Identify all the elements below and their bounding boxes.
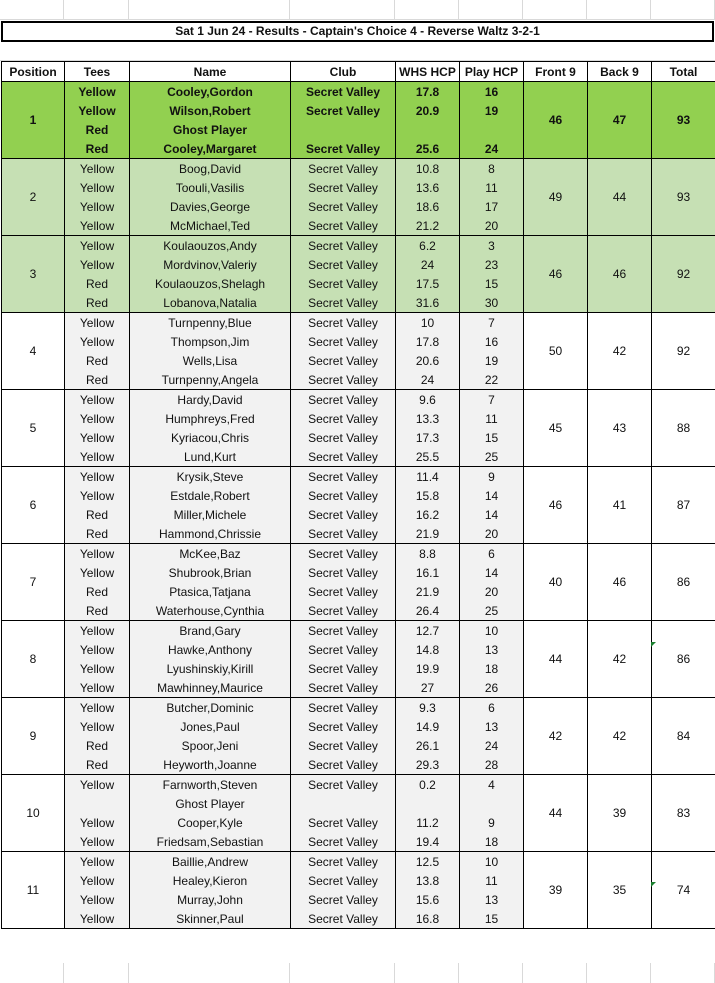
position-cell: 7	[2, 544, 65, 621]
name-cell: Brand,Gary	[130, 621, 291, 641]
name-cell: Murray,John	[130, 890, 291, 909]
play-cell	[460, 120, 524, 139]
back-score-cell: 41	[588, 467, 652, 544]
tees-cell: Yellow	[65, 678, 130, 698]
front-score-cell: 44	[524, 621, 588, 698]
club-cell: Secret Valley	[291, 524, 396, 544]
play-cell: 16	[460, 82, 524, 102]
tees-cell: Red	[65, 370, 130, 390]
tees-cell	[65, 794, 130, 813]
play-cell: 14	[460, 563, 524, 582]
club-cell: Secret Valley	[291, 852, 396, 872]
club-cell: Secret Valley	[291, 582, 396, 601]
whs-cell: 29.3	[396, 755, 460, 775]
name-cell: Skinner,Paul	[130, 909, 291, 929]
name-cell: Jones,Paul	[130, 717, 291, 736]
play-cell: 14	[460, 505, 524, 524]
whs-cell: 19.9	[396, 659, 460, 678]
position-cell: 9	[2, 698, 65, 775]
spreadsheet-grid-top	[0, 0, 715, 20]
whs-cell: 31.6	[396, 293, 460, 313]
tees-cell: Yellow	[65, 890, 130, 909]
club-cell: Secret Valley	[291, 890, 396, 909]
tees-cell: Yellow	[65, 621, 130, 641]
club-cell: Secret Valley	[291, 447, 396, 467]
club-cell	[291, 120, 396, 139]
whs-cell: 9.3	[396, 698, 460, 718]
name-cell: Cooley,Margaret	[130, 139, 291, 159]
name-cell: Turnpenny,Angela	[130, 370, 291, 390]
club-cell: Secret Valley	[291, 139, 396, 159]
club-cell: Secret Valley	[291, 216, 396, 236]
tees-cell: Yellow	[65, 544, 130, 564]
play-cell: 20	[460, 216, 524, 236]
tees-cell: Yellow	[65, 178, 130, 197]
club-cell: Secret Valley	[291, 351, 396, 370]
club-cell: Secret Valley	[291, 678, 396, 698]
play-cell: 20	[460, 524, 524, 544]
tees-cell: Yellow	[65, 332, 130, 351]
whs-cell: 13.6	[396, 178, 460, 197]
name-cell: Koulaouzos,Andy	[130, 236, 291, 256]
tees-cell: Yellow	[65, 197, 130, 216]
whs-cell: 27	[396, 678, 460, 698]
club-cell: Secret Valley	[291, 505, 396, 524]
whs-cell: 25.6	[396, 139, 460, 159]
club-cell: Secret Valley	[291, 601, 396, 621]
club-cell: Secret Valley	[291, 717, 396, 736]
position-cell: 4	[2, 313, 65, 390]
play-cell: 26	[460, 678, 524, 698]
back-score-cell: 42	[588, 621, 652, 698]
table-row	[2, 544, 715, 564]
club-cell: Secret Valley	[291, 370, 396, 390]
table-row	[2, 390, 715, 410]
play-cell: 9	[460, 467, 524, 487]
header-back-9: Back 9	[588, 62, 652, 82]
front-score-cell: 45	[524, 390, 588, 467]
name-cell: Ghost Player	[130, 794, 291, 813]
whs-cell: 21.9	[396, 524, 460, 544]
table-row	[2, 82, 715, 102]
back-score-cell: 44	[588, 159, 652, 236]
tees-cell: Yellow	[65, 659, 130, 678]
whs-cell: 14.9	[396, 717, 460, 736]
tees-cell: Yellow	[65, 717, 130, 736]
tees-cell: Yellow	[65, 447, 130, 467]
comment-marker-icon	[651, 642, 656, 647]
whs-cell: 21.9	[396, 582, 460, 601]
table-row	[2, 159, 715, 179]
table-row	[2, 236, 715, 256]
whs-cell: 21.2	[396, 216, 460, 236]
play-cell: 9	[460, 813, 524, 832]
whs-cell: 24	[396, 255, 460, 274]
tees-cell: Yellow	[65, 486, 130, 505]
play-cell: 10	[460, 852, 524, 872]
club-cell: Secret Valley	[291, 293, 396, 313]
play-cell: 28	[460, 755, 524, 775]
position-cell: 2	[2, 159, 65, 236]
tees-cell: Yellow	[65, 428, 130, 447]
club-cell: Secret Valley	[291, 698, 396, 718]
tees-cell: Red	[65, 505, 130, 524]
name-cell: Friedsam,Sebastian	[130, 832, 291, 852]
name-cell: Heyworth,Joanne	[130, 755, 291, 775]
club-cell: Secret Valley	[291, 832, 396, 852]
name-cell: McKee,Baz	[130, 544, 291, 564]
header-row	[2, 62, 715, 82]
whs-cell: 8.8	[396, 544, 460, 564]
tees-cell: Red	[65, 274, 130, 293]
whs-cell: 17.3	[396, 428, 460, 447]
club-cell: Secret Valley	[291, 563, 396, 582]
name-cell: Boog,David	[130, 159, 291, 179]
name-cell: Lund,Kurt	[130, 447, 291, 467]
club-cell: Secret Valley	[291, 909, 396, 929]
tees-cell: Yellow	[65, 255, 130, 274]
play-cell: 6	[460, 698, 524, 718]
header-club: Club	[291, 62, 396, 82]
total-score-cell: 92	[652, 236, 715, 313]
play-cell: 15	[460, 909, 524, 929]
club-cell: Secret Valley	[291, 428, 396, 447]
tees-cell: Yellow	[65, 640, 130, 659]
whs-cell: 10	[396, 313, 460, 333]
whs-cell: 16.1	[396, 563, 460, 582]
club-cell: Secret Valley	[291, 255, 396, 274]
tees-cell: Yellow	[65, 832, 130, 852]
name-cell: Miller,Michele	[130, 505, 291, 524]
tees-cell: Red	[65, 293, 130, 313]
tees-cell: Yellow	[65, 909, 130, 929]
whs-cell: 26.1	[396, 736, 460, 755]
club-cell: Secret Valley	[291, 313, 396, 333]
table-row	[2, 467, 715, 487]
front-score-cell: 50	[524, 313, 588, 390]
tees-cell: Yellow	[65, 871, 130, 890]
total-score-cell: 86	[652, 544, 715, 621]
name-cell: Cooper,Kyle	[130, 813, 291, 832]
spacer-row	[0, 42, 715, 61]
club-cell: Secret Valley	[291, 659, 396, 678]
tees-cell: Yellow	[65, 82, 130, 102]
tees-cell: Yellow	[65, 390, 130, 410]
name-cell: Spoor,Jeni	[130, 736, 291, 755]
club-cell: Secret Valley	[291, 544, 396, 564]
total-score-cell: 86	[652, 621, 715, 698]
name-cell: Turnpenny,Blue	[130, 313, 291, 333]
whs-cell: 20.6	[396, 351, 460, 370]
play-cell: 18	[460, 832, 524, 852]
whs-cell: 17.8	[396, 332, 460, 351]
club-cell: Secret Valley	[291, 755, 396, 775]
tees-cell: Red	[65, 351, 130, 370]
whs-cell	[396, 794, 460, 813]
whs-cell: 12.5	[396, 852, 460, 872]
club-cell: Secret Valley	[291, 101, 396, 120]
front-score-cell: 40	[524, 544, 588, 621]
play-cell: 6	[460, 544, 524, 564]
tees-cell: Red	[65, 601, 130, 621]
total-score-cell: 88	[652, 390, 715, 467]
tees-cell: Yellow	[65, 216, 130, 236]
tees-cell: Yellow	[65, 409, 130, 428]
club-cell: Secret Valley	[291, 813, 396, 832]
name-cell: Mawhinney,Maurice	[130, 678, 291, 698]
whs-cell: 15.6	[396, 890, 460, 909]
club-cell: Secret Valley	[291, 621, 396, 641]
club-cell: Secret Valley	[291, 640, 396, 659]
table-row	[2, 313, 715, 333]
tees-cell: Yellow	[65, 313, 130, 333]
play-cell: 22	[460, 370, 524, 390]
back-score-cell: 46	[588, 236, 652, 313]
club-cell: Secret Valley	[291, 486, 396, 505]
play-cell: 16	[460, 332, 524, 351]
play-cell: 13	[460, 890, 524, 909]
play-cell: 4	[460, 775, 524, 795]
name-cell: Baillie,Andrew	[130, 852, 291, 872]
name-cell: Healey,Kieron	[130, 871, 291, 890]
play-cell: 8	[460, 159, 524, 179]
club-cell: Secret Valley	[291, 159, 396, 179]
play-cell: 15	[460, 274, 524, 293]
results-table	[1, 61, 715, 929]
name-cell: Ptasica,Tatjana	[130, 582, 291, 601]
tees-cell: Yellow	[65, 775, 130, 795]
position-cell: 10	[2, 775, 65, 852]
header-whs-hcp: WHS HCP	[396, 62, 460, 82]
club-cell: Secret Valley	[291, 409, 396, 428]
total-score-cell: 74	[652, 852, 715, 929]
name-cell: Farnworth,Steven	[130, 775, 291, 795]
name-cell: Estdale,Robert	[130, 486, 291, 505]
name-cell: Shubrook,Brian	[130, 563, 291, 582]
front-score-cell: 39	[524, 852, 588, 929]
name-cell: Ghost Player	[130, 120, 291, 139]
name-cell: Humphreys,Fred	[130, 409, 291, 428]
front-score-cell: 46	[524, 467, 588, 544]
club-cell: Secret Valley	[291, 736, 396, 755]
name-cell: McMichael,Ted	[130, 216, 291, 236]
total-score-cell: 93	[652, 82, 715, 159]
tees-cell: Yellow	[65, 236, 130, 256]
total-score-cell: 92	[652, 313, 715, 390]
whs-cell: 17.5	[396, 274, 460, 293]
play-cell: 11	[460, 409, 524, 428]
name-cell: Lobanova,Natalia	[130, 293, 291, 313]
header-position: Position	[2, 62, 65, 82]
front-score-cell: 44	[524, 775, 588, 852]
club-cell	[291, 794, 396, 813]
name-cell: Waterhouse,Cynthia	[130, 601, 291, 621]
header-total: Total	[652, 62, 715, 82]
play-cell: 3	[460, 236, 524, 256]
whs-cell: 15.8	[396, 486, 460, 505]
tees-cell: Red	[65, 582, 130, 601]
play-cell: 18	[460, 659, 524, 678]
position-cell: 6	[2, 467, 65, 544]
play-cell: 11	[460, 871, 524, 890]
table-row	[2, 698, 715, 718]
tees-cell: Yellow	[65, 159, 130, 179]
table-row	[2, 852, 715, 872]
club-cell: Secret Valley	[291, 775, 396, 795]
whs-cell: 11.2	[396, 813, 460, 832]
whs-cell: 24	[396, 370, 460, 390]
club-cell: Secret Valley	[291, 390, 396, 410]
header-front-9: Front 9	[524, 62, 588, 82]
whs-cell: 26.4	[396, 601, 460, 621]
back-score-cell: 46	[588, 544, 652, 621]
back-score-cell: 35	[588, 852, 652, 929]
club-cell: Secret Valley	[291, 332, 396, 351]
name-cell: Kyriacou,Chris	[130, 428, 291, 447]
club-cell: Secret Valley	[291, 274, 396, 293]
position-cell: 8	[2, 621, 65, 698]
name-cell: Davies,George	[130, 197, 291, 216]
tees-cell: Yellow	[65, 467, 130, 487]
play-cell: 17	[460, 197, 524, 216]
whs-cell: 16.8	[396, 909, 460, 929]
play-cell: 13	[460, 640, 524, 659]
header-play-hcp: Play HCP	[460, 62, 524, 82]
whs-cell: 14.8	[396, 640, 460, 659]
back-score-cell: 42	[588, 313, 652, 390]
name-cell: Hammond,Chrissie	[130, 524, 291, 544]
play-cell: 20	[460, 582, 524, 601]
name-cell: Toouli,Vasilis	[130, 178, 291, 197]
tees-cell: Yellow	[65, 813, 130, 832]
play-cell: 19	[460, 101, 524, 120]
tees-cell: Red	[65, 755, 130, 775]
play-cell: 13	[460, 717, 524, 736]
whs-cell: 17.8	[396, 82, 460, 102]
play-cell: 19	[460, 351, 524, 370]
whs-cell: 25.5	[396, 447, 460, 467]
club-cell: Secret Valley	[291, 178, 396, 197]
club-cell: Secret Valley	[291, 82, 396, 102]
play-cell: 10	[460, 621, 524, 641]
whs-cell: 0.2	[396, 775, 460, 795]
total-score-cell: 93	[652, 159, 715, 236]
results-title: Sat 1 Jun 24 - Results - Captain's Choice 4 - Reverse Waltz 3-2-1	[1, 21, 714, 42]
whs-cell: 20.9	[396, 101, 460, 120]
name-cell: Koulaouzos,Shelagh	[130, 274, 291, 293]
total-score-cell: 84	[652, 698, 715, 775]
position-cell: 1	[2, 82, 65, 159]
front-score-cell: 42	[524, 698, 588, 775]
whs-cell: 16.2	[396, 505, 460, 524]
table-row	[2, 621, 715, 641]
position-cell: 3	[2, 236, 65, 313]
position-cell: 11	[2, 852, 65, 929]
play-cell: 24	[460, 736, 524, 755]
whs-cell: 10.8	[396, 159, 460, 179]
tees-cell: Red	[65, 139, 130, 159]
play-cell: 15	[460, 428, 524, 447]
tees-cell: Yellow	[65, 563, 130, 582]
play-cell: 11	[460, 178, 524, 197]
play-cell	[460, 794, 524, 813]
comment-marker-icon	[651, 882, 656, 887]
tees-cell: Red	[65, 736, 130, 755]
name-cell: Thompson,Jim	[130, 332, 291, 351]
back-score-cell: 39	[588, 775, 652, 852]
name-cell: Lyushinskiy,Kirill	[130, 659, 291, 678]
whs-cell: 13.3	[396, 409, 460, 428]
tees-cell: Red	[65, 524, 130, 544]
play-cell: 25	[460, 447, 524, 467]
whs-cell: 9.6	[396, 390, 460, 410]
tees-cell: Yellow	[65, 101, 130, 120]
play-cell: 30	[460, 293, 524, 313]
whs-cell: 6.2	[396, 236, 460, 256]
name-cell: Hardy,David	[130, 390, 291, 410]
play-cell: 25	[460, 601, 524, 621]
tees-cell: Red	[65, 120, 130, 139]
tees-cell: Yellow	[65, 852, 130, 872]
back-score-cell: 47	[588, 82, 652, 159]
name-cell: Mordvinov,Valeriy	[130, 255, 291, 274]
front-score-cell: 49	[524, 159, 588, 236]
tees-cell: Yellow	[65, 698, 130, 718]
club-cell: Secret Valley	[291, 197, 396, 216]
play-cell: 14	[460, 486, 524, 505]
whs-cell	[396, 120, 460, 139]
whs-cell: 18.6	[396, 197, 460, 216]
back-score-cell: 43	[588, 390, 652, 467]
header-tees: Tees	[65, 62, 130, 82]
club-cell: Secret Valley	[291, 236, 396, 256]
whs-cell: 19.4	[396, 832, 460, 852]
name-cell: Krysik,Steve	[130, 467, 291, 487]
club-cell: Secret Valley	[291, 467, 396, 487]
table-row	[2, 775, 715, 795]
club-cell: Secret Valley	[291, 871, 396, 890]
header-name: Name	[130, 62, 291, 82]
name-cell: Wilson,Robert	[130, 101, 291, 120]
whs-cell: 11.4	[396, 467, 460, 487]
total-score-cell: 87	[652, 467, 715, 544]
play-cell: 23	[460, 255, 524, 274]
name-cell: Butcher,Dominic	[130, 698, 291, 718]
total-score-cell: 83	[652, 775, 715, 852]
name-cell: Wells,Lisa	[130, 351, 291, 370]
front-score-cell: 46	[524, 236, 588, 313]
name-cell: Hawke,Anthony	[130, 640, 291, 659]
spreadsheet-grid-bottom	[0, 963, 715, 983]
whs-cell: 12.7	[396, 621, 460, 641]
front-score-cell: 46	[524, 82, 588, 159]
play-cell: 7	[460, 390, 524, 410]
whs-cell: 13.8	[396, 871, 460, 890]
position-cell: 5	[2, 390, 65, 467]
back-score-cell: 42	[588, 698, 652, 775]
play-cell: 7	[460, 313, 524, 333]
results-body	[2, 82, 715, 929]
play-cell: 24	[460, 139, 524, 159]
name-cell: Cooley,Gordon	[130, 82, 291, 102]
